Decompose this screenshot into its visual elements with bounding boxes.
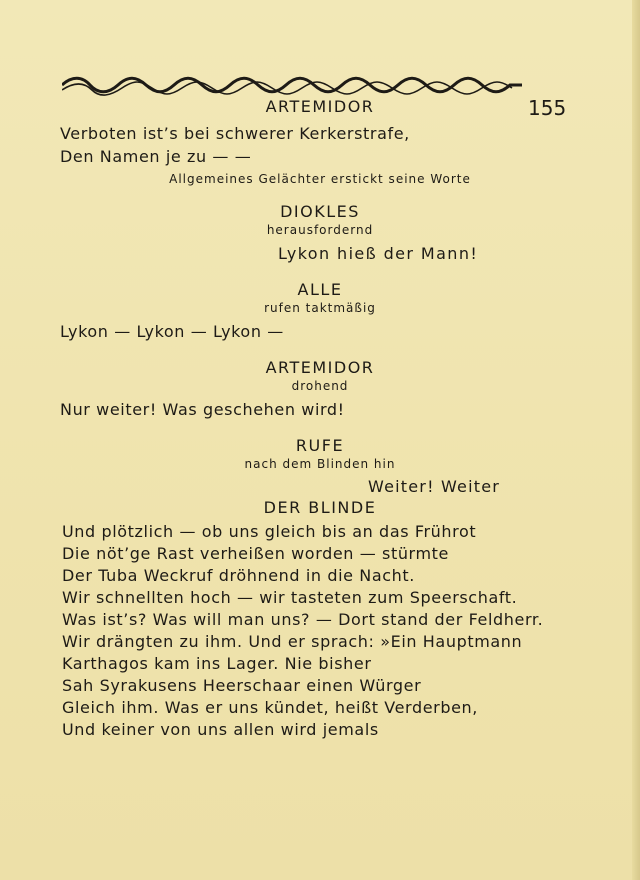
verse-line: Verboten ist’s bei schwerer Kerkerstrafe,: [60, 124, 410, 143]
verse-line: Gleich ihm. Was er uns kündet, heißt Verderben,: [62, 698, 478, 717]
verse-line: Den Namen je zu — —: [60, 147, 252, 166]
verse-line: Wir schnellten hoch — wir tasteten zum Speerschaft.: [62, 588, 518, 607]
stage-direction: nach dem Blinden hin: [244, 457, 396, 471]
verse-line: Der Tuba Weckruf dröhnend in die Nacht.: [62, 566, 415, 585]
decorative-border-icon: [62, 74, 522, 96]
speaker-rufe: RUFE: [295, 436, 345, 455]
speaker-artemidor: ARTEMIDOR: [265, 358, 375, 377]
speaker-alle: ALLE: [297, 280, 343, 299]
verse-line: Wir drängten zu ihm. Und er sprach: »Ein Hauptmann: [62, 632, 523, 651]
page-number: 155: [528, 96, 567, 120]
speaker-diokles: DIOKLES: [280, 202, 360, 221]
stage-direction: drohend: [291, 379, 349, 393]
stage-direction: Allgemeines Gelächter erstickt seine Worte: [169, 172, 471, 186]
speaker-artemidor: ARTEMIDOR: [265, 97, 375, 116]
stage-direction: herausfordernd: [266, 223, 374, 237]
verse-line: Was ist’s? Was will man uns? — Dort stand der Feldherr.: [62, 610, 544, 629]
verse-line: Nur weiter! Was geschehen wird!: [60, 400, 345, 419]
verse-line: Weiter! Weiter: [368, 477, 501, 496]
speaker-der-blinde: DER BLINDE: [263, 498, 377, 517]
verse-line: Und keiner von uns allen wird jemals: [62, 720, 379, 739]
verse-line: Sah Syrakusens Heerschaar einen Würger: [62, 676, 422, 695]
verse-line: Die nöt’ge Rast verheißen worden — stürmte: [62, 544, 449, 563]
verse-line: Lykon — Lykon — Lykon —: [60, 322, 284, 341]
stage-direction: rufen taktmäßig: [264, 301, 376, 315]
verse-line: Karthagos kam ins Lager. Nie bisher: [62, 654, 372, 673]
verse-line: Und plötzlich — ob uns gleich bis an das Frührot: [62, 522, 477, 541]
verse-line: Lykon hieß der Mann!: [278, 244, 479, 263]
